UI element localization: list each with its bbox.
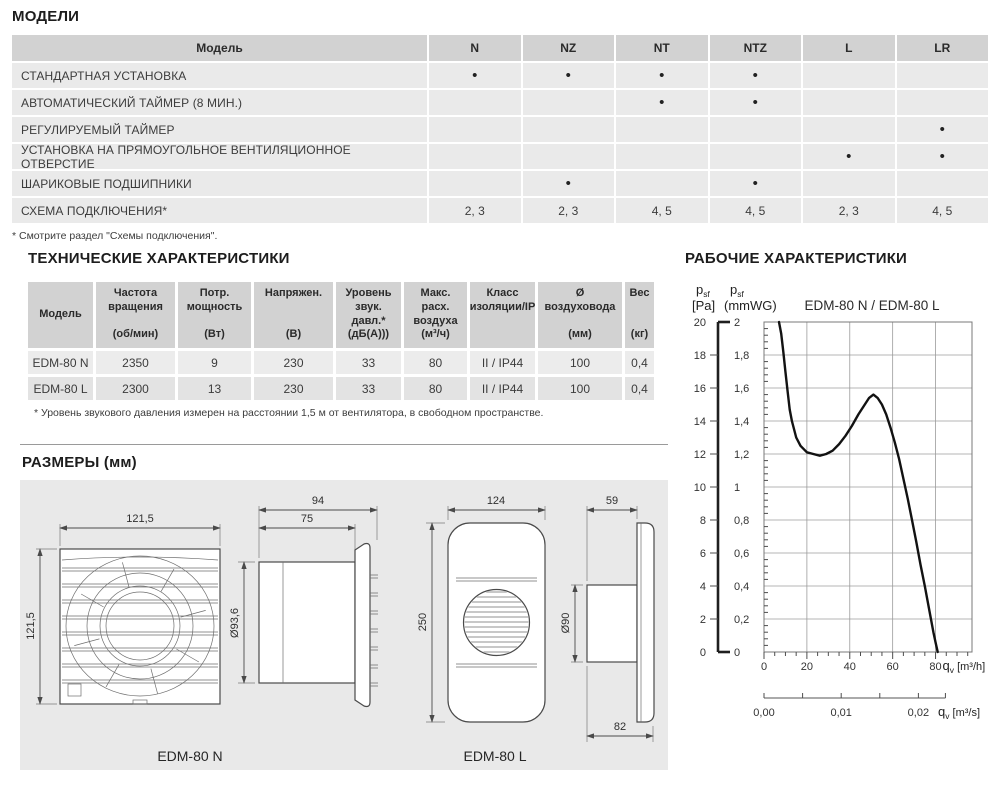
pa-axis (694, 317, 730, 659)
tech-section (28, 250, 660, 419)
edm80l-caption: EDM-80 L (463, 748, 527, 764)
performance-section (676, 250, 1000, 726)
tech-value-cell: 80 (404, 351, 467, 374)
svg-text:0,01: 0,01 (830, 707, 852, 719)
svg-text:0: 0 (734, 647, 741, 659)
models-cell: • (523, 63, 615, 88)
tech-table (28, 282, 660, 400)
models-cell: 2, 3 (523, 198, 615, 223)
svg-text:18: 18 (693, 350, 706, 362)
models-header-cell: N (429, 35, 521, 61)
dim-l-width: 124 (486, 495, 506, 507)
models-cell (616, 144, 708, 169)
chart-header (692, 282, 940, 313)
tech-header-title: Потр. мощность (186, 287, 243, 313)
dimension-drawings (20, 480, 668, 770)
dim-n-height: 121,5 (25, 612, 37, 640)
models-cell (710, 117, 802, 142)
tech-header-unit: (м³/ч) (421, 328, 450, 341)
svg-text:4: 4 (699, 581, 706, 593)
section-divider (20, 444, 668, 445)
tech-header-title: Частота вращения (108, 287, 163, 313)
models-cell (429, 171, 521, 196)
models-cell (897, 63, 989, 88)
tech-value-cell: 100 (538, 377, 622, 400)
models-cell (429, 90, 521, 115)
models-table (12, 35, 988, 223)
models-cell (710, 144, 802, 169)
tech-value-cell: 230 (254, 351, 333, 374)
models-cell (897, 171, 989, 196)
edm80n-caption: EDM-80 N (157, 748, 223, 764)
svg-text:14: 14 (693, 416, 706, 428)
dim-n-width: 121,5 (126, 513, 154, 525)
tech-header-unit: (Вт) (204, 328, 225, 341)
tech-value-cell: 0,4 (625, 377, 654, 400)
models-cell: • (523, 171, 615, 196)
tech-value-cell: II / IP44 (470, 377, 535, 400)
models-header-cell: NT (616, 35, 708, 61)
models-row-label: ШАРИКОВЫЕ ПОДШИПНИКИ (12, 171, 427, 196)
svg-text:20: 20 (693, 317, 706, 329)
svg-text:8: 8 (699, 515, 706, 527)
svg-text:1,2: 1,2 (734, 449, 750, 461)
edm80n-front-view (25, 513, 220, 704)
dim-n-duct-diameter: Ø93,6 (229, 608, 241, 638)
svg-text:12: 12 (693, 449, 706, 461)
models-cell (897, 90, 989, 115)
tech-value-cell: 13 (178, 377, 251, 400)
tech-header-cell (336, 282, 401, 348)
side-louvre-fins (370, 575, 378, 686)
tech-value-cell: II / IP44 (470, 351, 535, 374)
svg-text:psf: $p_{sf}$ (696, 282, 710, 299)
tech-header-unit: (мм) (568, 328, 592, 341)
svg-text:[Pa]: [Pa] (692, 298, 716, 313)
dimensions-section-title: РАЗМЕРЫ (мм) (22, 454, 137, 471)
models-row-label: УСТАНОВКА НА ПРЯМОУГОЛЬНОЕ ВЕНТИЛЯЦИОННОЕ ОТВЕРСТИЕ (12, 144, 427, 169)
models-cell: • (429, 63, 521, 88)
tech-header-title: Класс изоляции/IP (469, 287, 536, 313)
tech-header-title: Макс. расх. воздуха (413, 287, 458, 327)
models-cell: • (710, 90, 802, 115)
x-axis-m3s (753, 693, 980, 721)
models-cell: • (897, 144, 989, 169)
performance-chart (676, 278, 1000, 726)
x-axis-m3h (761, 652, 985, 675)
tech-value-cell: 33 (336, 377, 401, 400)
svg-text:0,8: 0,8 (734, 515, 750, 527)
svg-text:0,4: 0,4 (734, 581, 750, 593)
models-cell (429, 144, 521, 169)
tech-header-title: Напряжен. (264, 287, 323, 299)
svg-text:(mmWG): (mmWG) (724, 298, 777, 313)
tech-header-cell (28, 282, 93, 348)
svg-text:2: 2 (699, 614, 706, 626)
tech-header-title: Модель (39, 307, 82, 320)
tech-header-title: Вес (629, 287, 650, 299)
dim-l-duct-diameter: Ø90 (560, 612, 572, 634)
tech-value-cell: 2300 (96, 377, 175, 400)
svg-text:psf: $p_{sf}$ (730, 282, 744, 299)
models-header-cell: NTZ (710, 35, 802, 61)
edm80l-side-view (560, 495, 654, 742)
svg-text:1: 1 (734, 482, 741, 494)
models-row-label: СТАНДАРТНАЯ УСТАНОВКА (12, 63, 427, 88)
dimensions-section (20, 444, 668, 770)
models-cell: 4, 5 (616, 198, 708, 223)
models-row-label: СХЕМА ПОДКЛЮЧЕНИЯ* (12, 198, 427, 223)
svg-text:2: 2 (734, 317, 741, 329)
svg-text:0,6: 0,6 (734, 548, 750, 560)
svg-text:1,8: 1,8 (734, 350, 750, 362)
dim-n-depth-total: 94 (311, 495, 325, 507)
tech-header-cell (96, 282, 175, 348)
performance-section-title: РАБОЧИЕ ХАРАКТЕРИСТИКИ (685, 250, 908, 267)
models-row-label: РЕГУЛИРУЕМЫЙ ТАЙМЕР (12, 117, 427, 142)
svg-text:qv [m³/h]: $q_v$ [m³/h] (942, 658, 986, 675)
models-cell: • (710, 63, 802, 88)
models-header-cell: LR (897, 35, 989, 61)
tech-value-cell: 0,4 (625, 351, 654, 374)
dim-n-depth-body: 75 (300, 513, 314, 525)
dim-l-height: 250 (417, 612, 429, 632)
dim-l-panel-depth: 59 (605, 495, 619, 507)
chart-grid (764, 322, 972, 652)
svg-text:0,02: 0,02 (907, 707, 930, 719)
models-header-cell: L (803, 35, 895, 61)
svg-text:40: 40 (843, 661, 856, 673)
svg-text:0: 0 (699, 647, 706, 659)
svg-text:1,6: 1,6 (734, 383, 750, 395)
edm80n-side-view (229, 495, 378, 707)
models-cell: 4, 5 (710, 198, 802, 223)
tech-header-cell (404, 282, 467, 348)
tech-header-cell (470, 282, 535, 348)
models-cell: • (616, 90, 708, 115)
tech-header-unit: (В) (285, 328, 302, 341)
tech-header-title: Уровень звук. давл.* (345, 287, 392, 327)
models-cell (616, 117, 708, 142)
tech-header-cell (254, 282, 333, 348)
tech-header-cell (538, 282, 622, 348)
tech-value-cell: 2350 (96, 351, 175, 374)
tech-footnote: * Уровень звукового давления измерен на расстоянии 1,5 м от вентилятора, в свободном пространстве. (34, 407, 544, 419)
edm80l-front-view (417, 495, 545, 722)
svg-text:0,2: 0,2 (734, 614, 750, 626)
models-section-title: МОДЕЛИ (12, 8, 80, 25)
chart-title: EDM-80 N / EDM-80 L (804, 298, 940, 313)
tech-model-cell: EDM-80 L (28, 377, 93, 400)
tech-model-cell: EDM-80 N (28, 351, 93, 374)
models-cell (523, 144, 615, 169)
models-cell (616, 171, 708, 196)
svg-text:1,4: 1,4 (734, 416, 750, 428)
tech-value-cell: 230 (254, 377, 333, 400)
models-cell: • (616, 63, 708, 88)
svg-text:qv [m³/s]: $q_v$ [m³/s] (938, 704, 981, 721)
models-footnote: * Смотрите раздел "Схемы подключения". (12, 230, 218, 242)
tech-header-unit: (дБ(А))) (347, 328, 390, 341)
tech-value-cell: 33 (336, 351, 401, 374)
models-cell (803, 90, 895, 115)
svg-text:16: 16 (693, 383, 706, 395)
tech-header-cell (625, 282, 654, 348)
models-cell (523, 117, 615, 142)
dim-l-depth-total: 82 (613, 721, 627, 733)
models-header-cell: Модель (12, 35, 427, 61)
mmwg-axis-labels (734, 317, 749, 659)
svg-text:0,00: 0,00 (753, 707, 775, 719)
dimensions-drawings-box (20, 480, 668, 770)
tech-header-cell (178, 282, 251, 348)
models-cell (803, 171, 895, 196)
models-cell: • (897, 117, 989, 142)
models-row-label: АВТОМАТИЧЕСКИЙ ТАЙМЕР (8 МИН.) (12, 90, 427, 115)
svg-text:10: 10 (693, 482, 706, 494)
tech-header-title: Ø воздуховода (544, 287, 616, 313)
models-header-cell: NZ (523, 35, 615, 61)
models-cell (803, 63, 895, 88)
models-cell (803, 117, 895, 142)
models-cell: 2, 3 (429, 198, 521, 223)
models-cell: 2, 3 (803, 198, 895, 223)
svg-text:0: 0 (760, 661, 768, 673)
models-cell: 4, 5 (897, 198, 989, 223)
tech-value-cell: 100 (538, 351, 622, 374)
tech-header-unit: (кг) (630, 328, 649, 341)
tech-value-cell: 80 (404, 377, 467, 400)
svg-text:6: 6 (699, 548, 706, 560)
tech-value-cell: 9 (178, 351, 251, 374)
svg-text:20: 20 (800, 661, 814, 673)
tech-header-unit: (об/мин) (112, 328, 159, 341)
svg-text:80: 80 (929, 661, 942, 673)
models-cell: • (803, 144, 895, 169)
models-section (12, 8, 988, 242)
tech-section-title: ТЕХНИЧЕСКИЕ ХАРАКТЕРИСТИКИ (28, 250, 290, 267)
svg-text:60: 60 (886, 661, 899, 673)
models-cell (523, 90, 615, 115)
models-cell: • (710, 171, 802, 196)
models-cell (429, 117, 521, 142)
